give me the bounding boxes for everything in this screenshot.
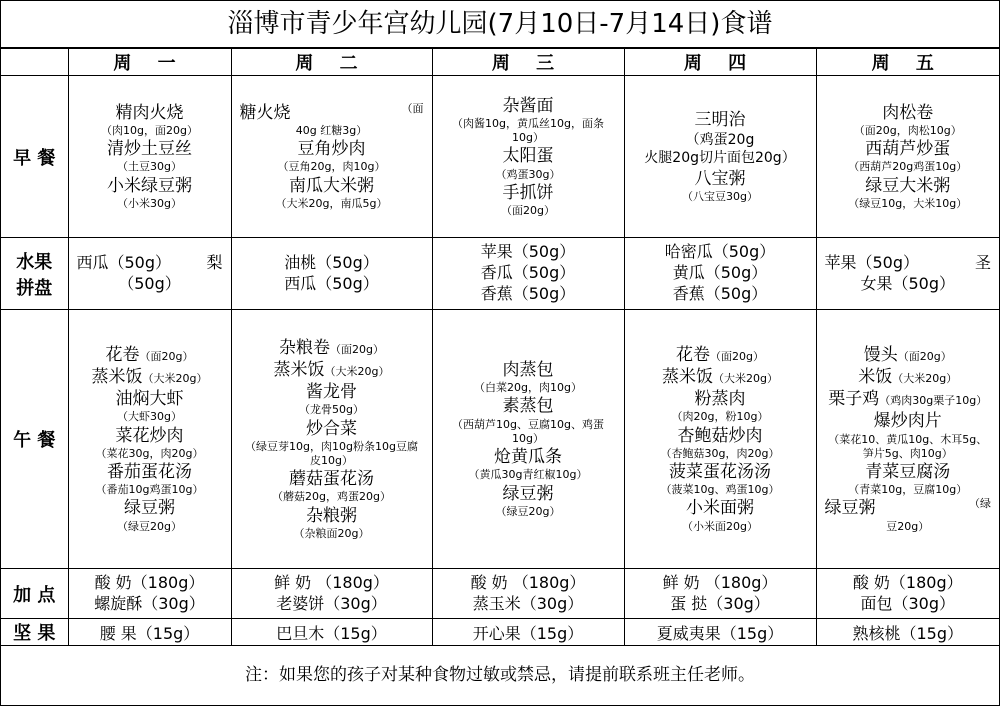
- fruit-item: 油桃（50g）: [284, 252, 379, 272]
- lunch-mon: [68, 310, 231, 569]
- snack-item: 酸 奶 （180g）: [470, 572, 586, 592]
- dish-note: （肉20g，粉10g）: [671, 410, 769, 424]
- dish: 绿豆大米粥: [865, 175, 951, 196]
- dish: 糖火烧: [239, 102, 291, 123]
- dish: 栗子鸡: [828, 389, 880, 410]
- row-label-fruit: [1, 238, 68, 310]
- dish: 肉蒸包: [502, 360, 554, 381]
- fruit-row: [1, 238, 999, 310]
- dish-note: （面: [401, 101, 424, 115]
- fruit-item: 香蕉（50g）: [672, 283, 768, 303]
- corner-cell: [1, 49, 68, 76]
- nuts-tue: 巴旦木（15g）: [231, 619, 432, 646]
- dish-note: （大虾30g）: [117, 410, 182, 424]
- breakfast-mon: [68, 76, 231, 238]
- dish-note: （面20g，肉松10g）: [853, 124, 962, 137]
- dish-note: 豆20g）: [886, 519, 930, 533]
- dish: 小米面粥: [686, 498, 754, 519]
- dish-note: （蘑菇20g，鸡蛋20g）: [272, 490, 391, 504]
- dish: 南瓜大米粥: [289, 175, 374, 196]
- dish: 蒸米饭: [91, 367, 143, 388]
- dish: 手抓饼: [502, 182, 554, 203]
- dish-note: （大米20g）: [892, 372, 958, 386]
- dish: 酱龙骨: [306, 382, 357, 403]
- dish: 杏鲍菇炒肉: [677, 425, 763, 446]
- snack-item: 酸 奶（180g）: [852, 572, 963, 592]
- breakfast-row: [1, 76, 999, 238]
- dish-note: （菜花30g，肉20g）: [95, 446, 204, 460]
- footnote: 注：如果您的孩子对某种食物过敏或禁忌，请提前联系班主任老师。: [245, 665, 755, 685]
- dish-note: （菠菜10g、鸡蛋10g）: [660, 483, 780, 497]
- snack-thu: [624, 569, 816, 619]
- dish-note: （大米20g）: [142, 372, 208, 386]
- snack-item: 鲜 奶 （180g）: [274, 572, 389, 592]
- dish: 太阳蛋: [502, 146, 554, 167]
- breakfast-thu: [624, 76, 816, 238]
- dish: 清炒土豆丝: [107, 139, 192, 160]
- fruit-item: 香蕉（50g）: [480, 283, 576, 303]
- dish: 绿豆粥: [824, 498, 876, 519]
- dish-note: （面20g）: [710, 350, 764, 364]
- dish: 三明治: [694, 110, 746, 131]
- breakfast-fri: [816, 76, 999, 238]
- dish-note: （鸡蛋30g）: [495, 167, 561, 181]
- dish-note: （小米面20g）: [682, 519, 758, 533]
- dish: 油焖大虾: [115, 389, 184, 410]
- dish-note: 40g 红糖3g）: [295, 124, 368, 137]
- dish-note: （面20g）: [139, 350, 194, 364]
- dish: 蘑菇蛋花汤: [289, 469, 374, 490]
- nuts-fri: 熟核桃（15g）: [816, 619, 999, 646]
- dish: 花卷: [105, 345, 140, 366]
- row-label-nuts: 坚 果: [1, 619, 68, 646]
- dish-note: （肉10g，面20g）: [101, 124, 198, 137]
- nuts-mon: 腰 果（15g）: [68, 619, 231, 646]
- day-header-row: [1, 49, 999, 76]
- snack-item: 蒸玉米（30g）: [472, 593, 584, 613]
- fruit-item: 苹果（50g）: [824, 252, 920, 272]
- snack-item: 老婆饼（30g）: [276, 593, 387, 613]
- fruit-thu: [624, 238, 816, 310]
- dish: 素蒸包: [502, 396, 554, 417]
- dish-note: （大米20g）: [324, 365, 390, 379]
- dish-note: （龙骨50g）: [299, 403, 364, 417]
- weekly-menu-table: [1, 48, 999, 646]
- dish: 绿豆粥: [502, 483, 554, 504]
- day-header-mon: 周 一: [68, 49, 231, 76]
- dish-note: （绿豆20g）: [495, 504, 561, 518]
- dish-note: 10g）: [512, 131, 544, 145]
- dish-note: （面20g）: [330, 342, 384, 356]
- dish: 爆炒肉片: [873, 411, 942, 432]
- fruit-item: 女果（50g）: [860, 273, 956, 293]
- fruit-mon: [68, 238, 231, 310]
- dish: 小米绿豆粥: [107, 175, 192, 196]
- snack-item: 鲜 奶 （180g）: [662, 572, 778, 592]
- lunch-row: [1, 310, 999, 569]
- dish: 米饭: [858, 367, 893, 388]
- breakfast-tue: [231, 76, 432, 238]
- dish-note: （豆角20g，肉10g）: [277, 160, 386, 174]
- day-header-wed: 周 三: [432, 49, 624, 76]
- dish: 西葫芦炒蛋: [865, 139, 951, 160]
- dish-note: 皮10g）: [310, 453, 353, 467]
- snack-mon: [68, 569, 231, 619]
- dish-note: （西葫芦10g、豆腐10g、鸡蛋: [452, 417, 604, 431]
- row-label-line: 拼盘: [16, 277, 53, 299]
- day-header-thu: 周 四: [624, 49, 816, 76]
- fruit-item: 香瓜（50g）: [480, 263, 576, 283]
- fruit-item: 黄瓜（50g）: [672, 263, 768, 283]
- dish: 肉松卷: [882, 102, 934, 123]
- dish-note: （大米20g）: [713, 372, 778, 386]
- snack-item: 螺旋酥（30g）: [94, 593, 205, 613]
- dish: 蒸米饭: [273, 360, 325, 381]
- nuts-wed: 开心果（15g）: [432, 619, 624, 646]
- lunch-thu: [624, 310, 816, 569]
- dish: 杂酱面: [502, 95, 554, 116]
- dish: 菜花炒肉: [115, 425, 184, 446]
- dish: 精肉火烧: [115, 102, 184, 123]
- dish-note: （黄瓜30g青红椒10g）: [468, 468, 588, 482]
- dish-note: （面20g）: [501, 203, 555, 217]
- dish-note: （番茄10g鸡蛋10g）: [95, 483, 204, 497]
- dish-note: （大米20g，南瓜5g）: [275, 196, 388, 210]
- fruit-item: （50g）: [118, 273, 181, 293]
- breakfast-wed: [432, 76, 624, 238]
- day-header-fri: 周 五: [816, 49, 999, 76]
- fruit-item: 西瓜（50g）: [284, 273, 379, 293]
- fruit-item: 西瓜（50g）: [76, 252, 172, 272]
- snack-fri: [816, 569, 999, 619]
- lunch-tue: [231, 310, 432, 569]
- dish: 杂粮粥: [306, 505, 357, 526]
- dish: 粉蒸肉: [694, 389, 746, 410]
- dish: 青菜豆腐汤: [865, 462, 951, 483]
- dish: 炒合菜: [306, 418, 357, 439]
- fruit-tue: [231, 238, 432, 310]
- page-title: 淄博市青少年宫幼儿园(7月10日-7月14日)食谱: [1, 1, 999, 48]
- row-label-lunch: 午 餐: [1, 310, 68, 569]
- dish: 杂粮卷: [279, 337, 330, 358]
- dish: 八宝粥: [694, 168, 746, 189]
- dish: 绿豆粥: [124, 498, 175, 519]
- dish-note: （杏鲍菇30g，肉20g）: [660, 446, 780, 460]
- dish-note: （绿: [969, 497, 991, 511]
- day-header-tue: 周 二: [231, 49, 432, 76]
- dish: 馒头: [863, 345, 898, 366]
- dish-note: （绿豆芽10g，肉10g粉条10g豆腐: [245, 439, 418, 453]
- dish-note: （绿豆10g，大米10g）: [848, 196, 968, 210]
- fruit-item: 梨: [206, 252, 223, 272]
- dish-note: （菜花10、黄瓜10g、木耳5g、: [828, 432, 988, 446]
- fruit-item: 苹果（50g）: [480, 242, 576, 262]
- snack-item: 面包（30g）: [860, 593, 956, 613]
- dish: 蒸米饭: [662, 367, 713, 388]
- fruit-fri: [816, 238, 999, 310]
- dish-note: 10g）: [512, 431, 544, 445]
- dish: 花卷: [676, 345, 710, 366]
- dish: 炝黄瓜条: [494, 447, 562, 468]
- lunch-wed: [432, 310, 624, 569]
- dish-note: （绿豆20g）: [117, 519, 182, 533]
- fruit-wed: [432, 238, 624, 310]
- row-label-snack: 加 点: [1, 569, 68, 619]
- dish: 番茄蛋花汤: [107, 462, 192, 483]
- dish: 豆角炒肉: [297, 139, 366, 160]
- dish-note: （小米30g）: [117, 196, 182, 210]
- dish-note: （白菜20g，肉10g）: [474, 381, 582, 395]
- nuts-row: [1, 619, 999, 646]
- dish-note: （杂粮面20g）: [293, 526, 370, 540]
- snack-tue: [231, 569, 432, 619]
- fruit-item: 圣: [974, 252, 991, 272]
- dish-note: 笋片5g、肉10g）: [862, 446, 953, 460]
- nuts-thu: 夏威夷果（15g）: [624, 619, 816, 646]
- dish-note: （青菜10g，豆腐10g）: [848, 483, 968, 497]
- dish-note: 火腿20g切片面包20g）: [644, 150, 796, 167]
- dish-note: （土豆30g）: [117, 160, 182, 174]
- dish-note: （鸡蛋20g: [685, 132, 755, 149]
- dish-note: （鸡肉30g栗子10g）: [879, 394, 988, 408]
- row-label-line: 水果: [16, 251, 53, 273]
- row-label-breakfast: 早 餐: [1, 76, 68, 238]
- dish-note: （西葫芦20g鸡蛋10g）: [848, 160, 968, 174]
- lunch-fri: [816, 310, 999, 569]
- dish-note: （八宝豆30g）: [682, 189, 758, 203]
- snack-item: 蛋 挞（30g）: [670, 593, 770, 613]
- snack-row: [1, 569, 999, 619]
- dish: 菠菜蛋花汤汤: [669, 462, 771, 483]
- snack-item: 酸 奶（180g）: [94, 572, 205, 592]
- snack-wed: [432, 569, 624, 619]
- fruit-item: 哈密瓜（50g）: [664, 242, 776, 262]
- dish-note: （肉酱10g，黄瓜丝10g，面条: [452, 116, 604, 130]
- dish-note: （面20g）: [897, 350, 952, 364]
